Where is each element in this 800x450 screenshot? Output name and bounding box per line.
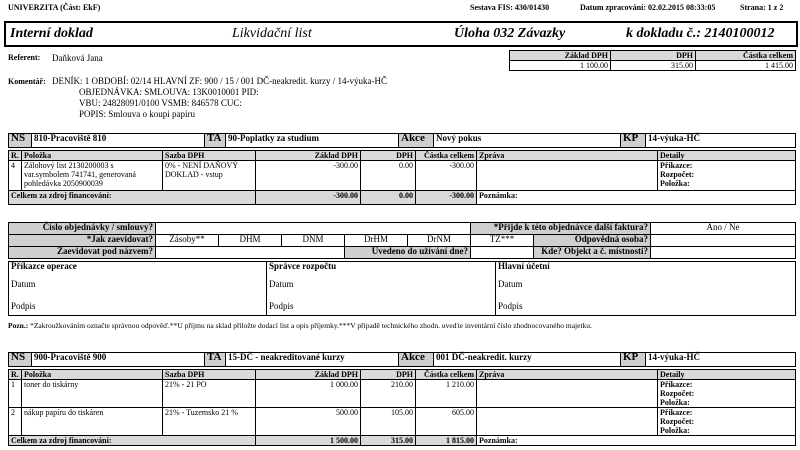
footnote-label: Pozn.: bbox=[8, 321, 29, 330]
detail-line: Příkazce: bbox=[660, 408, 693, 417]
order-number-field[interactable] bbox=[156, 223, 471, 235]
signature-date: Datum bbox=[269, 279, 294, 289]
summary-header: Částka celkem bbox=[696, 51, 796, 61]
row-vat: 210.00 bbox=[361, 380, 416, 408]
total-base: 1 500.00 bbox=[256, 436, 361, 446]
signature-sign: Podpis bbox=[498, 301, 523, 311]
title-box bbox=[4, 21, 798, 47]
row-vat-rate: 21% - 21 PO bbox=[163, 380, 256, 408]
row-total: 1 210.00 bbox=[416, 380, 477, 408]
col-header: Detaily bbox=[658, 370, 796, 380]
detail-line: Příkazce: bbox=[660, 380, 693, 389]
responsible-person-label: Odpovědná osoba? bbox=[534, 235, 651, 247]
kp-value: 14-výuka-HČ bbox=[646, 353, 796, 367]
akce-label: Akce bbox=[399, 134, 434, 148]
signature-sign: Podpis bbox=[11, 301, 36, 311]
summary-total: 1 415.00 bbox=[696, 61, 796, 71]
location-label: Kde? Objekt a č. místnosti? bbox=[534, 247, 651, 259]
row-message bbox=[477, 380, 658, 408]
total-label: Celkem za zdroj financování: bbox=[9, 436, 256, 446]
row-details bbox=[658, 161, 796, 191]
col-header: Základ DPH bbox=[256, 151, 361, 161]
detail-line: Položka: bbox=[660, 426, 690, 435]
register-name-field[interactable] bbox=[156, 247, 345, 259]
col-header: Sazba DPH bbox=[163, 370, 256, 380]
next-invoice-label: *Přijde k této objednávce další faktura? bbox=[471, 223, 651, 235]
total-amount: -300.00 bbox=[416, 191, 477, 205]
row-item: nákup papíru do tiskáren bbox=[22, 408, 163, 436]
total-base: -300.00 bbox=[256, 191, 361, 205]
table-row bbox=[9, 161, 796, 191]
detail-line: Rozpočet: bbox=[660, 170, 695, 179]
col-header: Částka celkem bbox=[416, 151, 477, 161]
signature-cell bbox=[9, 262, 267, 316]
col-header: Zpráva bbox=[477, 370, 658, 380]
row-number: 2 bbox=[9, 408, 22, 436]
doc-number: k dokladu č.: 2140100012 bbox=[626, 26, 775, 41]
comment-label: Komentář: bbox=[8, 77, 46, 86]
col-header: Zpráva bbox=[477, 151, 658, 161]
responsible-person-field[interactable] bbox=[651, 235, 796, 247]
footnote bbox=[8, 321, 798, 330]
block2-items-table bbox=[8, 369, 796, 446]
comment-line: DENÍK: 1 OBDOBÍ: 02/14 HLAVNÍ ZF: 900 / 15 / 001 DČ-neakredit. kurzy / 14-výuka-HČ bbox=[52, 76, 388, 86]
total-note: Poznámka: bbox=[477, 436, 796, 446]
comment-line: VBU: 24828091/0100 VSMB: 846578 CUC: bbox=[79, 98, 242, 108]
order-grid bbox=[8, 222, 796, 259]
total-note: Poznámka: bbox=[477, 191, 796, 205]
signature-role: Hlavní účetní bbox=[498, 261, 550, 271]
signature-date: Datum bbox=[498, 279, 523, 289]
total-amount: 1 815.00 bbox=[416, 436, 477, 446]
row-message bbox=[477, 161, 658, 191]
summary-header: Základ DPH bbox=[510, 51, 611, 61]
footnote-text: *Zakroužkováním označte správnou odpověď.**U příjmu na sklad přiložte dodací list a opis příjemky.***V případě technického zhodn. uveďte inventární číslo zhodnocovaného majetku. bbox=[30, 321, 592, 330]
ns-label: NS bbox=[9, 134, 32, 148]
row-vat: 105.00 bbox=[361, 408, 416, 436]
signature-sign: Podpis bbox=[269, 301, 294, 311]
ns-value: 810-Pracoviště 810 bbox=[32, 134, 205, 148]
block2-header bbox=[8, 352, 796, 367]
row-message bbox=[477, 408, 658, 436]
block1-items-table bbox=[8, 150, 796, 205]
location-field[interactable] bbox=[651, 247, 796, 259]
row-item-line: Zálohový list 2130200003 s bbox=[24, 161, 114, 170]
put-into-use-label: Uvedeno do užívání dne? bbox=[345, 247, 471, 259]
referent-value: Daňková Jana bbox=[52, 53, 103, 63]
col-header: R. bbox=[9, 370, 22, 380]
kp-label: KP bbox=[621, 134, 646, 148]
ta-label: TA bbox=[205, 134, 226, 148]
yes-no-choice[interactable]: Ano / Ne bbox=[651, 223, 796, 235]
ta-value: 15-DČ - neakreditované kurzy bbox=[226, 353, 399, 367]
row-total: -300.00 bbox=[416, 161, 477, 191]
row-item bbox=[22, 161, 163, 191]
table-row bbox=[9, 408, 796, 436]
signature-date: Datum bbox=[11, 279, 36, 289]
signature-table bbox=[8, 261, 796, 316]
block1-header bbox=[8, 133, 796, 148]
row-base: 500.00 bbox=[256, 408, 361, 436]
row-vat-line: 0% - NENÍ DAŇOVÝ bbox=[165, 161, 239, 170]
row-base: -300.00 bbox=[256, 161, 361, 191]
row-vat-line: DOKLAD - vstup bbox=[165, 170, 223, 179]
register-how-label: *Jak zaevidovat? bbox=[9, 235, 156, 247]
col-header: Položka bbox=[22, 151, 163, 161]
row-vat-rate bbox=[163, 161, 256, 191]
total-vat: 315.00 bbox=[361, 436, 416, 446]
summary-vat: 315.00 bbox=[611, 61, 696, 71]
detail-line: Položka: bbox=[660, 398, 690, 407]
option-zasoby[interactable]: Zásoby** bbox=[156, 235, 219, 247]
put-into-use-field[interactable] bbox=[471, 247, 534, 259]
detail-line: Příkazce: bbox=[660, 161, 693, 170]
row-item-line: pohledávka 2050900039 bbox=[24, 179, 103, 188]
comment-line: OBJEDNÁVKA: SMLOUVA: 13K0010001 PID: bbox=[79, 87, 259, 97]
signature-role: Správce rozpočtu bbox=[269, 261, 337, 271]
signature-role: Příkazce operace bbox=[11, 261, 77, 271]
col-header: DPH bbox=[361, 370, 416, 380]
total-row bbox=[9, 191, 796, 205]
referent-label: Referent: bbox=[8, 53, 41, 62]
total-row bbox=[9, 436, 796, 446]
total-vat: 0.00 bbox=[361, 191, 416, 205]
col-header: Částka celkem bbox=[416, 370, 477, 380]
kp-label: KP bbox=[621, 353, 646, 367]
row-vat: 0.00 bbox=[361, 161, 416, 191]
option-drnm[interactable]: DrNM bbox=[408, 235, 471, 247]
row-item-line: var.symbolem 741741, generovaná bbox=[24, 170, 136, 179]
col-header: R. bbox=[9, 151, 22, 161]
row-vat-rate: 21% - Tuzemsko 21 % bbox=[163, 408, 256, 436]
signature-cell bbox=[496, 262, 796, 316]
detail-line: Rozpočet: bbox=[660, 389, 695, 398]
col-header: Položka bbox=[22, 370, 163, 380]
register-name-label: Zaevidovat pod názvem? bbox=[9, 247, 156, 259]
row-number: 4 bbox=[9, 161, 22, 191]
table-row bbox=[9, 380, 796, 408]
signature-cell bbox=[267, 262, 496, 316]
summary-table bbox=[509, 50, 796, 71]
option-drhm[interactable]: DrHM bbox=[345, 235, 408, 247]
col-header: Sazba DPH bbox=[163, 151, 256, 161]
summary-base: 1 100.00 bbox=[510, 61, 611, 71]
row-details bbox=[658, 408, 796, 436]
col-header: Detaily bbox=[658, 151, 796, 161]
ta-label: TA bbox=[205, 353, 226, 367]
row-item: toner do tiskárny bbox=[22, 380, 163, 408]
order-number-label: Číslo objednávky / smlouvy? bbox=[9, 223, 156, 235]
row-total: 605.00 bbox=[416, 408, 477, 436]
page-number: Strana: 1 z 2 bbox=[740, 3, 784, 12]
ns-value: 900-Pracoviště 900 bbox=[32, 353, 205, 367]
akce-value: 001 DČ-neakredit. kurzy bbox=[434, 353, 621, 367]
option-dnm[interactable]: DNM bbox=[282, 235, 345, 247]
row-base: 1 000.00 bbox=[256, 380, 361, 408]
summary-header: DPH bbox=[611, 51, 696, 61]
comment-block bbox=[52, 76, 387, 120]
col-header: DPH bbox=[361, 151, 416, 161]
detail-line: Rozpočet: bbox=[660, 417, 695, 426]
total-label: Celkem za zdroj financování: bbox=[9, 191, 256, 205]
akce-value: Nový pokus bbox=[434, 134, 621, 148]
ns-label: NS bbox=[9, 353, 32, 367]
row-details bbox=[658, 380, 796, 408]
option-tz[interactable]: TZ*** bbox=[471, 235, 534, 247]
report-code: Sestava FIS: 430/01430 bbox=[470, 3, 550, 12]
organization-label: UNIVERZITA (Část: EkF) bbox=[8, 3, 101, 12]
kp-value: 14-výuka-HČ bbox=[646, 134, 796, 148]
detail-line: Položka: bbox=[660, 179, 690, 188]
task-label: Úloha 032 Závazky bbox=[454, 26, 566, 41]
comment-line: POPIS: Smlouva o koupi papíru bbox=[79, 109, 196, 119]
akce-label: Akce bbox=[399, 353, 434, 367]
doc-title: Likvidační list bbox=[232, 26, 312, 41]
row-number: 1 bbox=[9, 380, 22, 408]
processing-date: Datum zpracování: 02.02.2015 08:33:05 bbox=[580, 3, 716, 12]
col-header: Základ DPH bbox=[256, 370, 361, 380]
option-dhm[interactable]: DHM bbox=[219, 235, 282, 247]
doc-type: Interní doklad bbox=[10, 26, 93, 41]
ta-value: 90-Poplatky za studium bbox=[226, 134, 399, 148]
